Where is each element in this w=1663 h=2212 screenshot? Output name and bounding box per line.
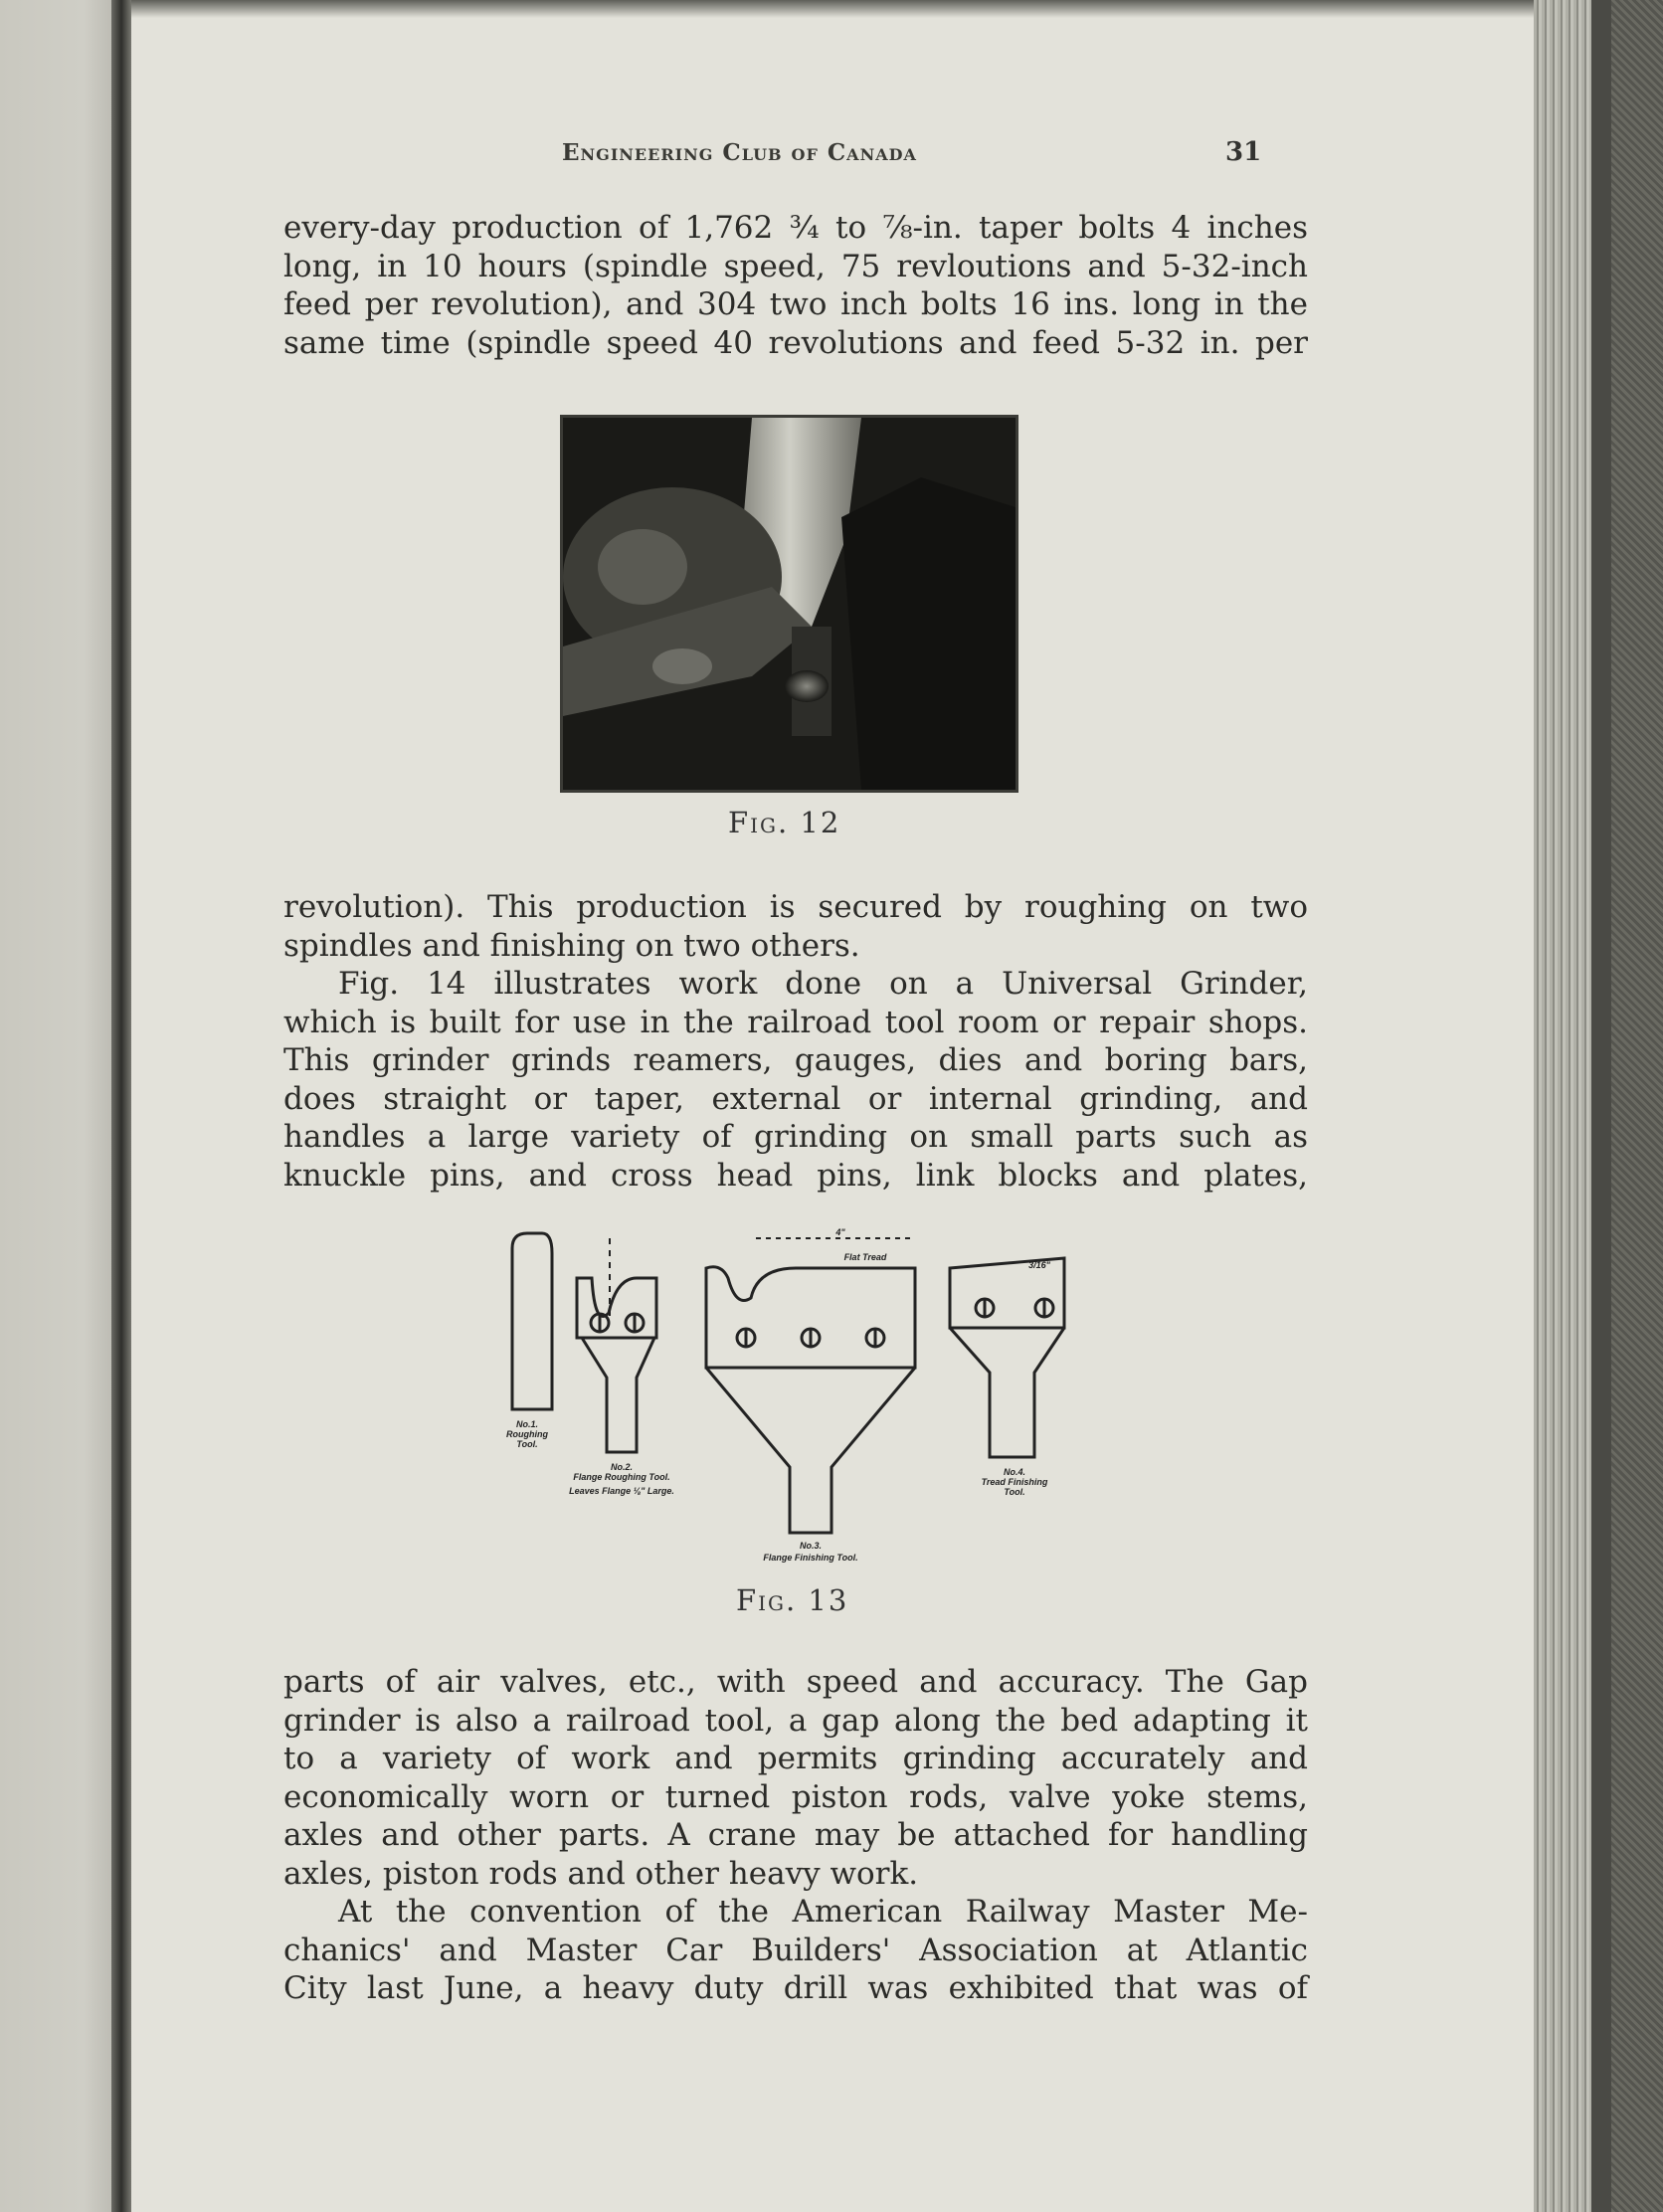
text-line: chanics' and Master Car Builders' Association at Atlantic — [283, 1932, 1308, 1968]
text-line: handles a large variety of grinding on small parts such as — [283, 1119, 1308, 1155]
flat-tread-label: Flat Tread — [843, 1252, 887, 1262]
text-line: This grinder grinds reamers, gauges, dies and boring bars, — [283, 1042, 1308, 1078]
tool2-outline — [577, 1278, 656, 1338]
text-line: same time (spindle speed 40 revolutions and feed 5-32 in. per — [283, 324, 1308, 361]
book-cover — [1611, 0, 1663, 2212]
text-line: revolution). This production is secured by roughing on two — [283, 889, 1308, 925]
text-line: to a variety of work and permits grinding accurately and — [283, 1741, 1308, 1776]
tool3-outline — [706, 1267, 915, 1368]
cover-edge — [1591, 0, 1613, 2212]
book-gutter — [111, 0, 131, 2212]
text-line: At the convention of the American Railway Master Me- — [338, 1894, 1308, 1930]
tool1-label-tool: Tool. — [516, 1439, 538, 1449]
text-line: axles, piston rods and other heavy work. — [283, 1855, 919, 1892]
page-top-shadow — [131, 0, 1534, 18]
fig13-tool-diagram — [497, 1228, 1094, 1576]
tool3-label-name: Flange Finishing Tool. — [763, 1553, 858, 1563]
fig12-caption: Fig. 12 — [728, 806, 841, 839]
running-head: Engineering Club of Canada — [562, 139, 917, 166]
text-line: City last June, a heavy duty drill was exhibited that was of — [283, 1970, 1308, 2006]
paragraph-1 — [283, 209, 1308, 362]
text-line: axles and other parts. A crane may be attached for handling — [283, 1817, 1308, 1853]
text-line: Fig. 14 illustrates work done on a Universal Grinder, — [338, 966, 1308, 1002]
text-line: feed per revolution), and 304 two inch bolts 16 ins. long in the — [283, 286, 1308, 322]
text-line: which is built for use in the railroad tool room or repair shops. — [283, 1004, 1308, 1040]
tool2-label-number: No.2. — [610, 1462, 634, 1472]
text-line: every-day production of 1,762 ¾ to ⅞-in. taper bolts 4 inches — [283, 210, 1308, 246]
left-page-edge — [0, 0, 119, 2212]
tool4-label-name: Tread Finishing — [981, 1477, 1048, 1487]
paragraph-2 — [283, 888, 1308, 1195]
tool1-label-name: Roughing — [506, 1429, 548, 1439]
tool2-label-note: Leaves Flange ⅛" Large. — [569, 1486, 674, 1496]
tool2-label-name: Flange Roughing Tool. — [573, 1472, 670, 1482]
text-line: long, in 10 hours (spindle speed, 75 revloutions and 5-32-inch — [283, 248, 1308, 284]
tool3-label-number: No.3. — [799, 1541, 823, 1551]
text-line: spindles and finishing on two others. — [283, 927, 860, 964]
fig12-photograph — [560, 415, 1018, 793]
dimension-3-16-label: 3/16" — [1028, 1260, 1050, 1270]
text-line: economically worn or turned piston rods, valve yoke stems, — [283, 1778, 1308, 1815]
page-number: 31 — [1225, 137, 1262, 167]
dimension-4in-label: 4" — [835, 1228, 845, 1237]
fig12-photo-image — [563, 418, 1016, 790]
text-line: knuckle pins, and cross head pins, link blocks and plates, — [283, 1157, 1308, 1194]
fig13-caption: Fig. 13 — [736, 1583, 849, 1617]
text-line: parts of air valves, etc., with speed and accuracy. The Gap — [283, 1664, 1308, 1700]
tool1-label-number: No.1. — [515, 1419, 539, 1429]
tool4-label-tool: Tool. — [1004, 1487, 1025, 1497]
paragraph-3 — [283, 1663, 1308, 2008]
tool1-outline — [512, 1233, 552, 1409]
text-line: does straight or taper, external or internal grinding, and — [283, 1080, 1308, 1117]
text-line: grinder is also a railroad tool, a gap along the bed adapting it — [283, 1702, 1308, 1739]
tool4-label-number: No.4. — [1003, 1467, 1026, 1477]
